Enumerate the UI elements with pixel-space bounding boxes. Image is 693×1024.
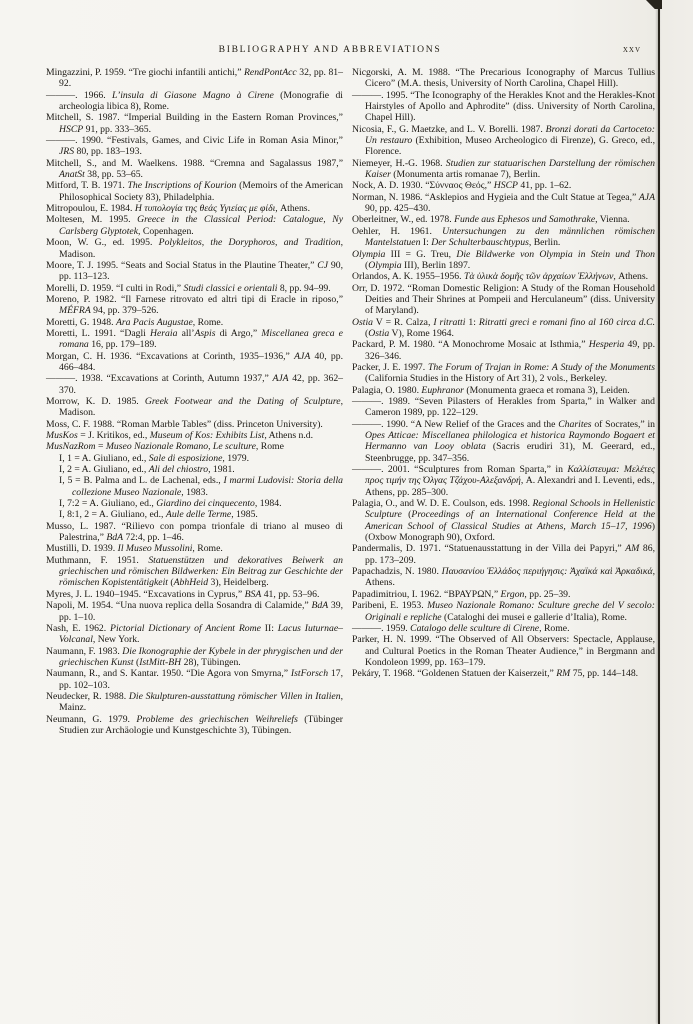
bib-entry: Mitchell, S., and M. Waelkens. 1988. “Cremna and Sagalassus 1987,” AnatSt 38, pp. 53–65. <box>46 157 343 181</box>
bib-entry: Palagia, O. 1980. Euphranor (Monumenta graeca et romana 3), Leiden. <box>352 384 630 396</box>
bib-entry: Moretti, G. 1948. Ara Pacis Augustae, Rome. <box>46 316 224 328</box>
bib-entry: MusNazRom = Museo Nazionale Romano, Le sculture, Rome <box>46 441 284 453</box>
bib-entry: Mitford, T. B. 1971. The Inscriptions of Kourion (Memoirs of the American Philosophical Society 83), Philadelphia. <box>46 180 343 203</box>
bib-entry: I, 8:1, 2 = A. Giuliano, ed., Aule delle Terme, 1985. <box>59 509 258 521</box>
bib-entry: ———. 2001. “Sculptures from Roman Sparta,” in Καλλίστευμα: Μελέτες προς τιμήν της Όλγας Τζάχου-Αλεξανδρή, A. Alexandri and I. Leventi, eds., Athens, pp. 285–300. <box>352 464 655 498</box>
bib-entry: Olympia III = G. Treu, Die Bildwerke von Olympia in Stein und Thon (Olympia III), Berlin 1897. <box>352 248 655 271</box>
bib-entry: Papachadzis, N. 1980. Παυσανίου Ἑλλάδος περιήγησις: Ἀχαϊκά καὶ Ἀρκαδικά, Athens. <box>352 566 655 589</box>
bib-entry: Orr, D. 1972. “Roman Domestic Religion: A Study of the Roman Household Deities and Their Shrines at Pompeii and Herculaneum” (diss. University of Maryland). <box>352 282 655 317</box>
bib-entry: Neumann, G. 1979. Probleme des griechischen Weihreliefs (Tübinger Studien zur Archäologie und Kunstgeschichte 3), Tübingen. <box>46 713 343 736</box>
bib-entry: Moon, W. G., ed. 1995. Polykleitos, the Doryphoros, and Tradition, Madison. <box>46 237 343 260</box>
bib-entry: ———. 1990. “A New Relief of the Graces and the Charites of Socrates,” in Opes Atticae: Miscellanea philologica et historica Raymondo Bogaert et Hermanno van Looy oblata (Sacris erudiri 31), M. Geerard, ed., Steenbrugge, pp. 347–356. <box>352 418 655 464</box>
bib-entry: Myres, J. L. 1940–1945. “Excavations in Cyprus,” BSA 41, pp. 53–96. <box>46 588 320 600</box>
bib-entry: Morgan, C. H. 1936. “Excavations at Corinth, 1935–1936,” AJA 40, pp. 466–484. <box>46 350 343 373</box>
bib-entry: Morelli, D. 1959. “I culti in Rodi,” Studi classici e orientali 8, pp. 94–99. <box>46 282 331 294</box>
bib-entry: Niemeyer, H.-G. 1968. Studien zur statuarischen Darstellung der römischen Kaiser (Monumenta artis romanae 7), Berlin. <box>352 157 656 181</box>
bib-entry: Morrow, K. D. 1985. Greek Footwear and the Dating of Sculpture, Madison. <box>46 395 343 419</box>
bib-entry: Musso, L. 1987. “Rilievo con pompa trionfale di triano al museo di Palestrina,” BdA 72:4, pp. 1–46. <box>46 520 343 544</box>
bib-entry: Naumann, R., and S. Kantar. 1950. “Die Agora von Smyrna,” IstForsch 17, pp. 102–103. <box>46 668 344 691</box>
bib-entry: Orlandos, A. K. 1955–1956. Τὰ ὑλικὰ δομῆς τῶν ἀρχαίων Ἑλλήνων, Athens. <box>352 271 649 283</box>
bib-entry: ———. 1959. Catalogo delle sculture di Cirene, Rome. <box>352 622 570 634</box>
bib-entry: Moretti, L. 1991. “Dagli Heraia all’Aspis di Argo,” Miscellanea greca e romana 16, pp. 179–189. <box>46 327 343 351</box>
scan-corner-mark <box>646 0 662 9</box>
bib-entry: ———. 1989. “Seven Pilasters of Herakles from Sparta,” in Walker and Cameron 1989, pp. 122–129. <box>352 395 655 419</box>
bib-entry: I, 5 = B. Palma and L. de Lachenal, eds., I marmi Ludovisi: Storia della collezione Museo Nazionale, 1983. <box>59 475 343 498</box>
bib-entry: Mitropoulou, E. 1984. Η τυπολογία της θεάς Υγιείας με φίδι, Athens. <box>46 203 310 215</box>
bib-entry: Moss, C. F. 1988. “Roman Marble Tables” (diss. Princeton University). <box>46 418 323 430</box>
bibliography-left-column <box>46 67 343 736</box>
bib-entry: Napoli, M. 1954. “Una nuova replica della Sosandra di Calamide,” BdA 39, pp. 1–10. <box>46 600 343 623</box>
bib-entry: Moore, T. J. 1995. “Seats and Social Status in the Plautine Theater,” CJ 90, pp. 113–123. <box>46 259 344 283</box>
bib-entry: Pekáry, T. 1968. “Goldenen Statuen der Kaiserzeit,” RM 75, pp. 144–148. <box>352 668 639 680</box>
bib-entry: Oberleitner, W., ed. 1978. Funde aus Ephesos und Samothrake, Vienna. <box>352 214 630 226</box>
bib-entry: I, 2 = A. Giuliano, ed., Ali del chiostro, 1981. <box>59 464 235 476</box>
bib-entry: Muthmann, F. 1951. Statuenstützen und dekoratives Beiwerk an griechischen und römischen Bildwerken: Ein Beitrag zur Geschichte der römischen Kopistentätigkeit (AbhHeid 3), Heidelberg. <box>46 554 343 589</box>
bib-entry: ———. 1990. “Festivals, Games, and Civic Life in Roman Asia Minor,” JRS 80, pp. 183–193. <box>46 135 343 158</box>
bib-entry: Nash, E. 1962. Pictorial Dictionary of Ancient Rome II: Lacus Iuturnae–Volcanal, New York. <box>46 622 343 646</box>
bib-entry: Ostia V = R. Calza, I ritratti 1: Ritratti greci e romani fino al 160 circa d.C. (Ostia V), Rome 1964. <box>352 316 656 339</box>
bib-entry: Mustilli, D. 1939. Il Museo Mussolini, Rome. <box>46 543 223 555</box>
bib-entry: Papadimitriou, I. 1962. “ΒΡΑΥΡΩΝ,” Ergon, pp. 25–39. <box>352 588 571 600</box>
bib-entry: Parker, H. N. 1999. “The Observed of All Observers: Spectacle, Applause, and Cultural Poetics in the Roman Theater Audience,” in Bergmann and Kondoleon 1999, pp. 163–179. <box>352 634 655 668</box>
bib-entry: Mitchell, S. 1987. “Imperial Building in the Eastern Roman Provinces,” HSCP 91, pp. 333–365. <box>46 112 343 135</box>
bib-entry: Moreno, P. 1982. “Il Farnese ritrovato ed altri tipi di Eracle in riposo,” MÉFRA 94, pp. 379–526. <box>46 293 343 317</box>
bib-entry: Mingazzini, P. 1959. “Tre giochi infantili antichi,” RendPontAcc 32, pp. 81–92. <box>46 67 343 90</box>
bib-entry: Packard, P. M. 1980. “A Monochrome Mosaic at Isthmia,” Hesperia 49, pp. 326–346. <box>352 339 655 362</box>
bib-entry: Oehler, H. 1961. Untersuchungen zu den männlichen römischen Mantelstatuen I: Der Schulterbauschtypus, Berlin. <box>352 225 655 249</box>
bib-entry: Palagia, O., and W. D. E. Coulson, eds. 1998. Regional Schools in Hellenistic Sculpture (Proceedings of an International Conference Held at the American School of Classical Studies at Athens, March 15–17, 1996) (Oxbow Monograph 90), Oxford. <box>352 498 656 544</box>
bib-entry: Moltesen, M. 1995. Greece in the Classical Period: Catalogue, Ny Carlsberg Glyptotek, Copenhagen. <box>46 214 344 237</box>
bibliography-right-column <box>352 67 655 680</box>
bib-entry: Nock, A. D. 1930. “Σύνναος Θεός,” HSCP 41, pp. 1–62. <box>352 180 572 192</box>
bib-entry: Naumann, F. 1983. Die Ikonographie der Kybele in der phrygischen und der griechischen Kunst (IstMitt-BH 28), Tübingen. <box>46 645 344 668</box>
bib-entry: MusKos = J. Kritikos, ed., Museum of Kos: Exhibits List, Athens n.d. <box>46 430 314 441</box>
bib-entry: Nicosia, F., G. Maetzke, and L. V. Borelli. 1987. Bronzi dorati da Cartoceto: Un restauro (Exhibition, Museo Archeologico di Firenze), G. Greco, ed., Florence. <box>352 123 655 158</box>
bib-entry: ———. 1938. “Excavations at Corinth, Autumn 1937,” AJA 42, pp. 362–370. <box>46 373 344 396</box>
bib-entry: Pandermalis, D. 1971. “Statuenausstattung in der Villa dei Papyri,” AM 86, pp. 173–209. <box>352 543 655 566</box>
bib-entry: Nicgorski, A. M. 1988. “The Precarious Iconography of Marcus Tullius Cicero” (M.A. thesis, University of North Carolina, Chapel Hill). <box>352 67 655 90</box>
bib-entry: Paribeni, E. 1953. Museo Nazionale Romano: Sculture greche del V secolo: Originali e repliche (Cataloghi dei musei e gallerie d’Italia), Rome. <box>352 600 655 623</box>
bib-entry: Packer, J. E. 1997. The Forum of Trajan in Rome: A Study of the Monuments (California Studies in the History of Art 31), 2 vols., Berkeley. <box>352 361 656 385</box>
running-head: BIBLIOGRAPHY AND ABBREVIATIONS <box>218 44 442 55</box>
bib-entry: ———. 1995. “The Iconography of the Herakles Knot and the Herakles-Knot Hairstyles of Apollo and Aphrodite” (diss. University of North Carolina, Chapel Hill). <box>352 89 655 124</box>
bib-entry: Neudecker, R. 1988. Die Skulpturen-ausstattung römischer Villen in Italien, Mainz. <box>46 690 343 714</box>
bib-entry: I, 1 = A. Giuliano, ed., Sale di esposizione, 1979. <box>59 452 250 464</box>
scan-edge-line <box>658 0 660 1024</box>
page-number: xxv <box>622 44 641 55</box>
bib-entry: Norman, N. 1986. “Asklepios and Hygieia and the Cult Statue at Tegea,” AJA 90, pp. 425–430. <box>352 191 655 215</box>
bib-entry: I, 7:2 = A. Giuliano, ed., Giardino dei cinquecento, 1984. <box>59 498 282 510</box>
bib-entry: ———. 1966. L’insula di Giasone Magno à Cirene (Monografie di archeologia libica 8), Rome. <box>46 89 343 113</box>
